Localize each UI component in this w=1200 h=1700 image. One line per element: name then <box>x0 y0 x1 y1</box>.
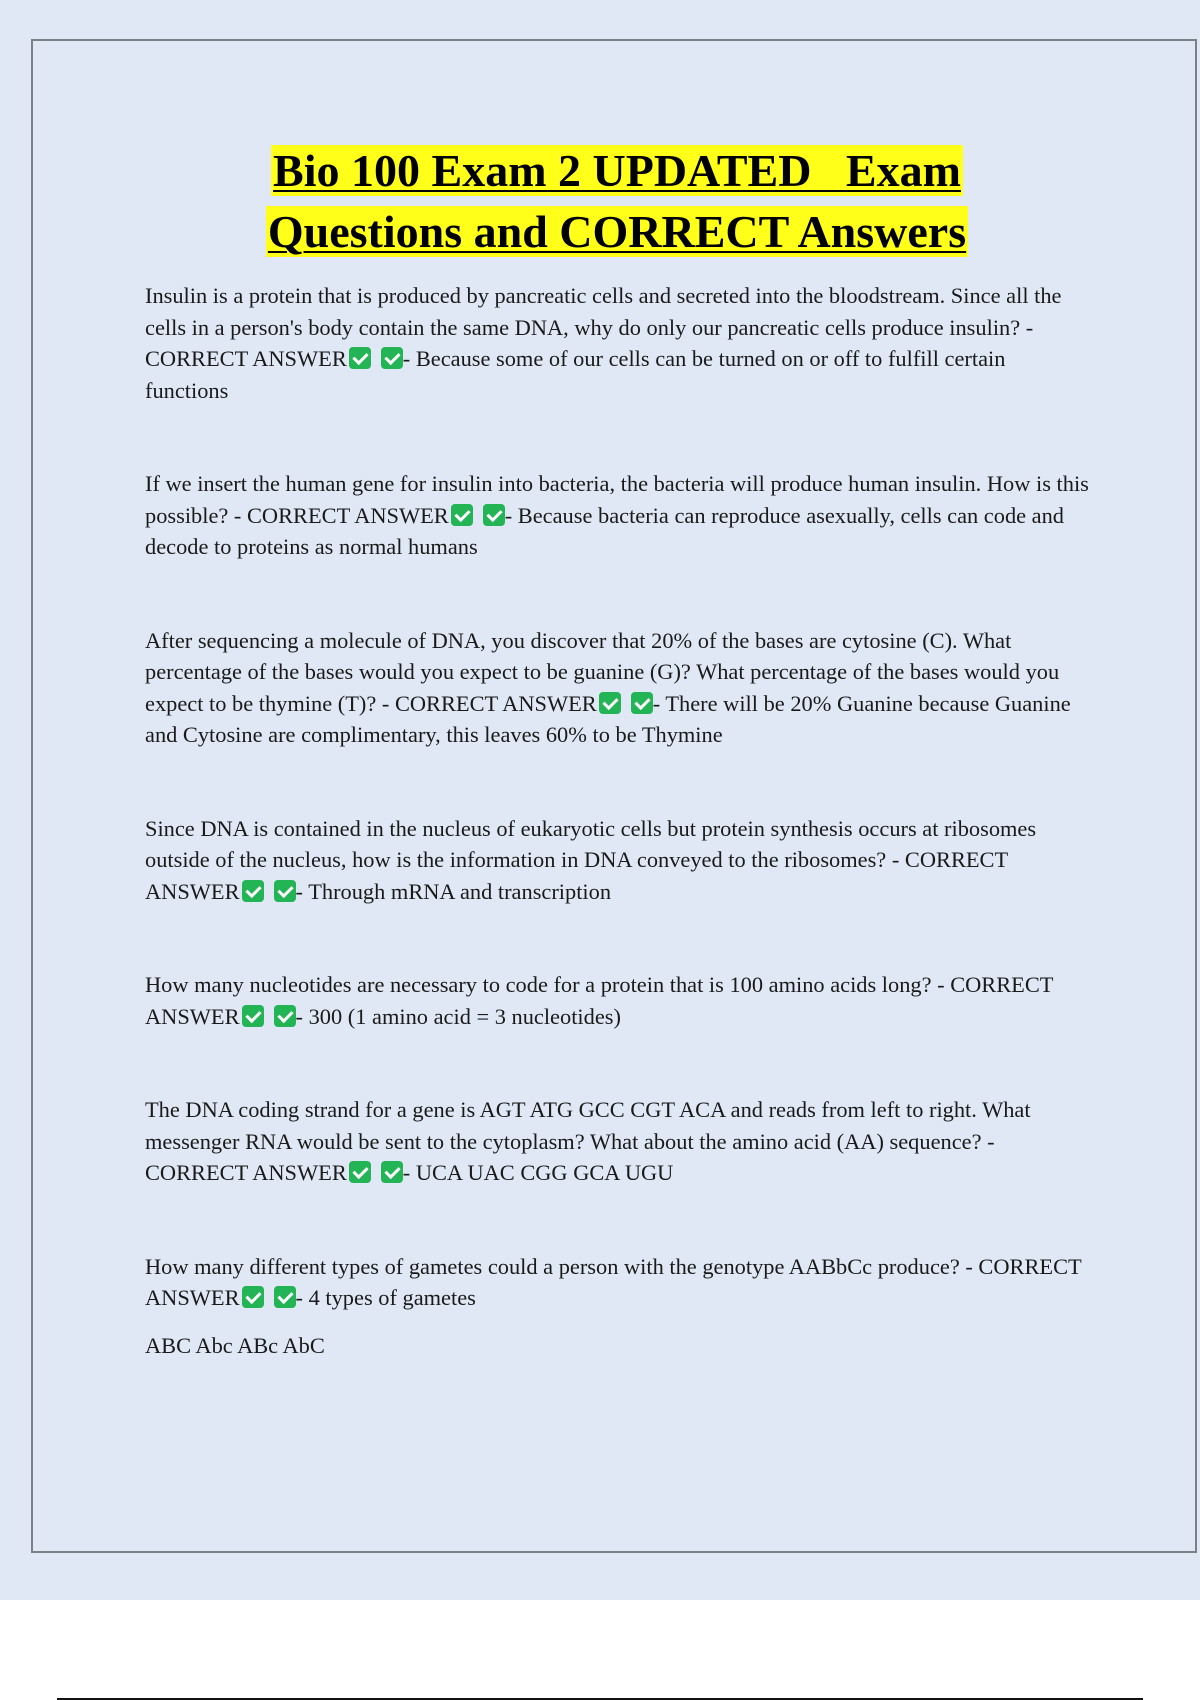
checkmark-icon <box>381 347 403 369</box>
checkmark-icon <box>242 880 264 902</box>
qa-item <box>145 468 1090 563</box>
checkmark-icon <box>599 692 621 714</box>
question-text: How many nucleotides are necessary to code for a protein that is 100 amino acids long? - <box>145 972 951 997</box>
qa-item <box>145 625 1090 751</box>
checkmark-icon <box>349 1161 371 1183</box>
question-text: How many different types of gametes could a person with the genotype AABbCc produce? - <box>145 1253 979 1279</box>
checkmark-icon <box>274 1005 296 1027</box>
checkmark-icon <box>631 692 653 714</box>
question-text: If we insert the human gene for insulin into bacteria, the bacteria will produce human insulin. How is this possible? - <box>145 471 1089 528</box>
qa-item <box>145 969 1090 1032</box>
answer-marker: CORRECT ANSWER <box>145 1253 1082 1310</box>
answer-text: - There will be 20% Guanine because Guanine and Cytosine are complimentary, this leaves 60% to be Thymine <box>145 690 1071 747</box>
gamete-list-text: ABC Abc ABc AbC <box>145 1332 325 1358</box>
checkmark-icon <box>274 1286 296 1308</box>
title-line-1: Bio 100 Exam 2 UPDATED Exam <box>273 145 961 196</box>
answer-marker: CORRECT ANSWER <box>145 1160 347 1185</box>
checkmark-icon <box>349 347 371 369</box>
checkmark-icon <box>274 880 296 902</box>
answer-text: - 4 types of gametes <box>295 1285 476 1310</box>
answer-text: - Because bacteria can reproduce asexually, cells can code and decode to proteins as normal humans <box>145 502 1065 559</box>
answer-marker: CORRECT ANSWER <box>394 690 597 716</box>
question-text: The DNA coding strand for a gene is AGT ATG GCC CGT ACA and reads from left to right. What messenger RNA would be sent to the cytoplasm? What about the amino acid (AA) sequence? - <box>145 1097 1031 1154</box>
answer-marker: CORRECT ANSWER <box>145 972 1054 1029</box>
answer-text: - Because some of our cells can be turned on or off to fulfill certain functions <box>145 346 1006 403</box>
answer-marker: CORRECT ANSWER <box>145 847 1008 904</box>
answer-text: - UCA UAC CGG GCA UGU <box>402 1160 674 1185</box>
answer-text: - 300 (1 amino acid = 3 nucleotides) <box>295 1003 621 1029</box>
qa-item <box>145 813 1090 908</box>
answer-text: - Through mRNA and transcription <box>295 878 612 904</box>
checkmark-icon <box>451 504 473 526</box>
checkmark-icon <box>483 504 505 526</box>
document-title <box>0 140 1200 262</box>
answer-marker: CORRECT ANSWER <box>246 502 449 528</box>
answer-marker: CORRECT ANSWER <box>145 346 347 371</box>
checkmark-icon <box>381 1161 403 1183</box>
question-text: Insulin is a protein that is produced by pancreatic cells and secreted into the bloodstream. Since all the cells in a person's body contain the same DNA, why do only our pancreatic cells produce insulin? - <box>145 283 1062 340</box>
qa-item <box>145 1251 1090 1314</box>
question-text: After sequencing a molecule of DNA, you discover that 20% of the bases are cytosine (C). What percentage of the bases would you expect to be guanine (G)? What percentage of the bases would you expect to be thymine (T)? - <box>145 627 1060 716</box>
question-text: Since DNA is contained in the nucleus of eukaryotic cells but protein synthesis occurs at ribosomes outside of the nucleus, how is the information in DNA conveyed to the ribosomes? - <box>145 815 1037 872</box>
question-list <box>145 280 1090 1383</box>
qa-item <box>145 280 1090 406</box>
checkmark-icon <box>242 1286 264 1308</box>
checkmark-icon <box>242 1005 264 1027</box>
qa-item <box>145 1094 1090 1189</box>
title-line-2: Questions and CORRECT Answers <box>267 206 967 257</box>
